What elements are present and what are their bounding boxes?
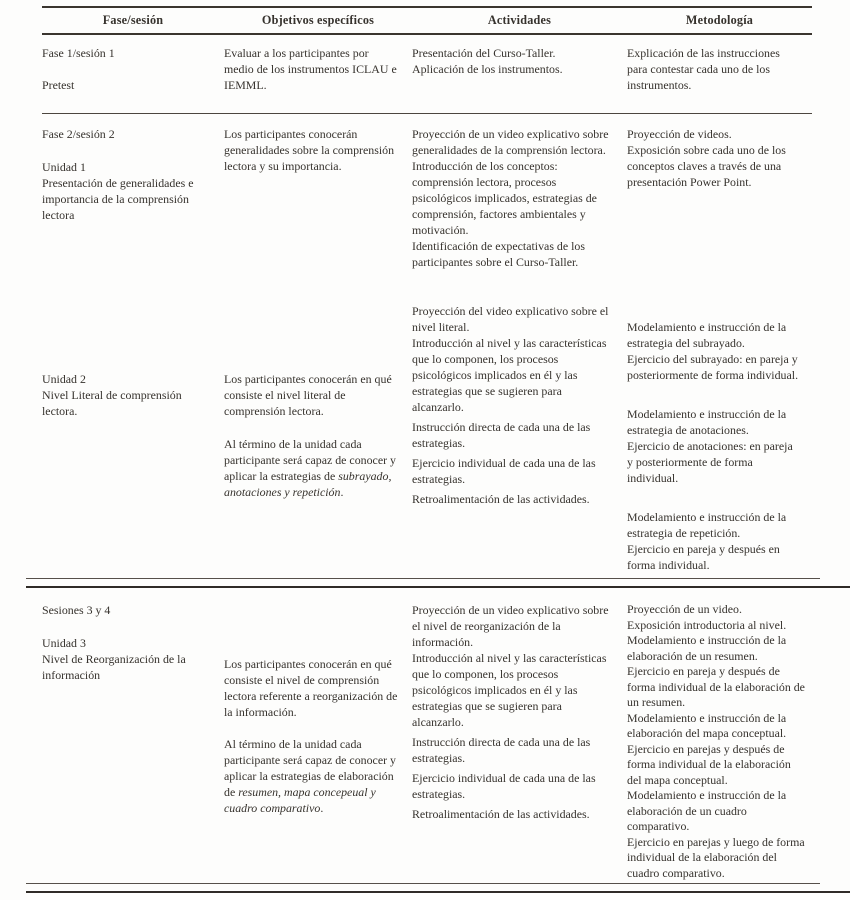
cell-paragraph: Ejercicio en parejas y luego de forma individual de la elaboración del cuadro comparativo. bbox=[627, 834, 805, 880]
column-header-fase-sesion: Fase/sesión bbox=[102, 13, 164, 27]
cell-paragraph: Pretest bbox=[42, 78, 75, 92]
cell-paragraph: Ejercicio del subrayado: en pareja y posteriormente de forma individual. bbox=[627, 352, 799, 382]
cell-paragraph: Ejercicio en parejas y después de forma individual de la elaboración del mapa conceptual. bbox=[627, 741, 791, 787]
cell-paragraph: Nivel Literal de comprensión lectora. bbox=[42, 388, 182, 418]
separator-thick-line bbox=[26, 891, 850, 893]
cell-paragraph: Unidad 3 bbox=[42, 636, 86, 650]
column-header-metodologia: Metodología bbox=[685, 13, 754, 27]
table-row-fase-1-sesion-1 bbox=[42, 35, 812, 113]
cell-sesiones-3-y-4-objetivos-especificos bbox=[224, 602, 412, 881]
cell-paragraph: Fase 1/sesión 1 bbox=[42, 46, 115, 60]
cell-paragraph: Evaluar a los participantes por medio de los instrumentos ICLAU e IEMML. bbox=[224, 46, 397, 92]
section-separator bbox=[42, 576, 812, 591]
cell-paragraph: Sesiones 3 y 4 bbox=[42, 603, 111, 617]
cell-paragraph: Unidad 2 bbox=[42, 372, 86, 386]
table-header-row bbox=[42, 6, 812, 35]
cell-paragraph: Modelamiento e instrucción de la elaboración de un resumen. bbox=[627, 633, 787, 663]
cell-fase-1-sesion-1-fase-sesion bbox=[42, 45, 224, 113]
cell-paragraph: Presentación de generalidades e importancia de la comprensión lectora bbox=[42, 176, 194, 222]
cell-fase-2-sesion-2-actividades bbox=[412, 126, 627, 576]
cell-paragraph: Proyección de un video. bbox=[627, 602, 742, 616]
separator-thick-line bbox=[26, 586, 850, 588]
cell-paragraph: Proyección de un video explicativo sobre el nivel de reorganización de la información. bbox=[412, 603, 609, 649]
cell-paragraph: Nivel de Reorganización de la información bbox=[42, 652, 186, 682]
cell-paragraph: Ejercicio individual de cada una de las estrategias. bbox=[412, 456, 596, 486]
cell-fase-2-sesion-2-objetivos-especificos bbox=[224, 126, 412, 576]
separator-thin-line bbox=[26, 578, 820, 579]
cell-paragraph: Al término de la unidad cada participante será capaz de conocer y aplicar la estrategias de elaboración de resumen, mapa concepeual y cuadro comparativo. bbox=[224, 737, 396, 815]
cell-paragraph: Los participantes conocerán generalidades sobre la comprensión lectora y su importancia. bbox=[224, 127, 395, 173]
cell-paragraph: Exposición sobre cada uno de los conceptos claves a través de una presentación Power Point. bbox=[627, 143, 786, 189]
cell-paragraph: Instrucción directa de cada una de las estrategias. bbox=[412, 420, 591, 450]
cell-fase-2-sesion-2-metodologia bbox=[627, 126, 812, 576]
cell-sesiones-3-y-4-actividades bbox=[412, 602, 627, 881]
cell-paragraph: Identificación de expectativas de los participantes sobre el Curso-Taller. bbox=[412, 239, 586, 269]
cell-paragraph: Ejercicio en pareja y después de forma individual de la elaboración de un resumen. bbox=[627, 664, 805, 709]
cell-paragraph: Los participantes conocerán en qué consiste el nivel literal de comprensión lectora. bbox=[224, 372, 392, 418]
cell-paragraph: Modelamiento e instrucción de la estrategia de anotaciones. bbox=[627, 407, 787, 437]
cell-paragraph: Al término de la unidad cada participante será capaz de conocer y aplicar la estrategias de subrayado, anotaciones y repetición. bbox=[224, 437, 396, 499]
cell-paragraph: Ejercicio de anotaciones: en pareja y posteriormente de forma individual. bbox=[627, 439, 793, 485]
cell-paragraph: Presentación del Curso-Taller. bbox=[412, 46, 556, 60]
cell-paragraph: Proyección del video explicativo sobre el nivel literal. bbox=[412, 304, 609, 334]
section-separator bbox=[42, 881, 812, 896]
cell-sesiones-3-y-4-fase-sesion bbox=[42, 602, 224, 881]
cell-paragraph: Retroalimentación de las actividades. bbox=[412, 492, 590, 506]
cell-paragraph: Proyección de videos. bbox=[627, 127, 732, 141]
cell-paragraph: Fase 2/sesión 2 bbox=[42, 127, 115, 141]
cell-paragraph: Unidad 1 bbox=[42, 160, 86, 174]
cell-fase-1-sesion-1-actividades bbox=[412, 45, 627, 113]
separator-thin-line bbox=[26, 883, 820, 884]
cell-fase-2-sesion-2-fase-sesion bbox=[42, 126, 224, 576]
cell-paragraph: Retroalimentación de las actividades. bbox=[412, 807, 590, 821]
cell-paragraph: Los participantes conocerán en qué consiste el nivel de comprensión lectora referente a reorganización de la información. bbox=[224, 657, 398, 719]
cell-paragraph: Exposición introductoria al nivel. bbox=[627, 617, 787, 632]
cell-paragraph: Modelamiento e instrucción de la estrategia de repetición. bbox=[627, 510, 787, 540]
cell-paragraph: Modelamiento e instrucción de la estrategia del subrayado. bbox=[627, 320, 787, 350]
cell-paragraph: Ejercicio en pareja y después en forma individual. bbox=[627, 542, 780, 572]
cell-paragraph: Instrucción directa de cada una de las estrategias. bbox=[412, 735, 591, 765]
column-header-objetivos-especificos: Objetivos específicos bbox=[261, 13, 375, 27]
cell-paragraph: Proyección de un video explicativo sobre generalidades de la comprensión lectora. bbox=[412, 127, 609, 157]
cell-sesiones-3-y-4-metodologia bbox=[627, 602, 812, 881]
cell-paragraph: Aplicación de los instrumentos. bbox=[412, 62, 563, 76]
cell-paragraph: Introducción al nivel y las características que lo componen, los procesos psicológicos implicados en él y las estrategias que se sugieren para alcanzarlo. bbox=[412, 336, 607, 414]
table-row-fase-2-sesion-2 bbox=[42, 114, 812, 576]
cell-paragraph: Modelamiento e instrucción de la elaboración de un cuadro comparativo. bbox=[627, 788, 787, 833]
cell-paragraph: Modelamiento e instrucción de la elaboración del mapa conceptual. bbox=[627, 710, 787, 740]
cell-paragraph: Explicación de las instrucciones para contestar cada uno de los instrumentos. bbox=[627, 46, 780, 92]
table-body bbox=[42, 35, 812, 896]
course-schedule-table bbox=[42, 6, 812, 896]
cell-paragraph: Introducción al nivel y las características que lo componen, los procesos psicológicos implicados en él y las estrategias que se sugieren para alcanzarlo. bbox=[412, 651, 607, 729]
cell-paragraph: Introducción de los conceptos: comprensión lectora, procesos psicológicos implicados, estrategias de comprensión, factores ambientales y motivación. bbox=[412, 159, 597, 237]
column-header-actividades: Actividades bbox=[487, 13, 552, 27]
table-row-sesiones-3-y-4 bbox=[42, 591, 812, 881]
cell-fase-1-sesion-1-objetivos-especificos bbox=[224, 45, 412, 113]
cell-paragraph: Ejercicio individual de cada una de las estrategias. bbox=[412, 771, 596, 801]
cell-fase-1-sesion-1-metodologia bbox=[627, 45, 812, 113]
